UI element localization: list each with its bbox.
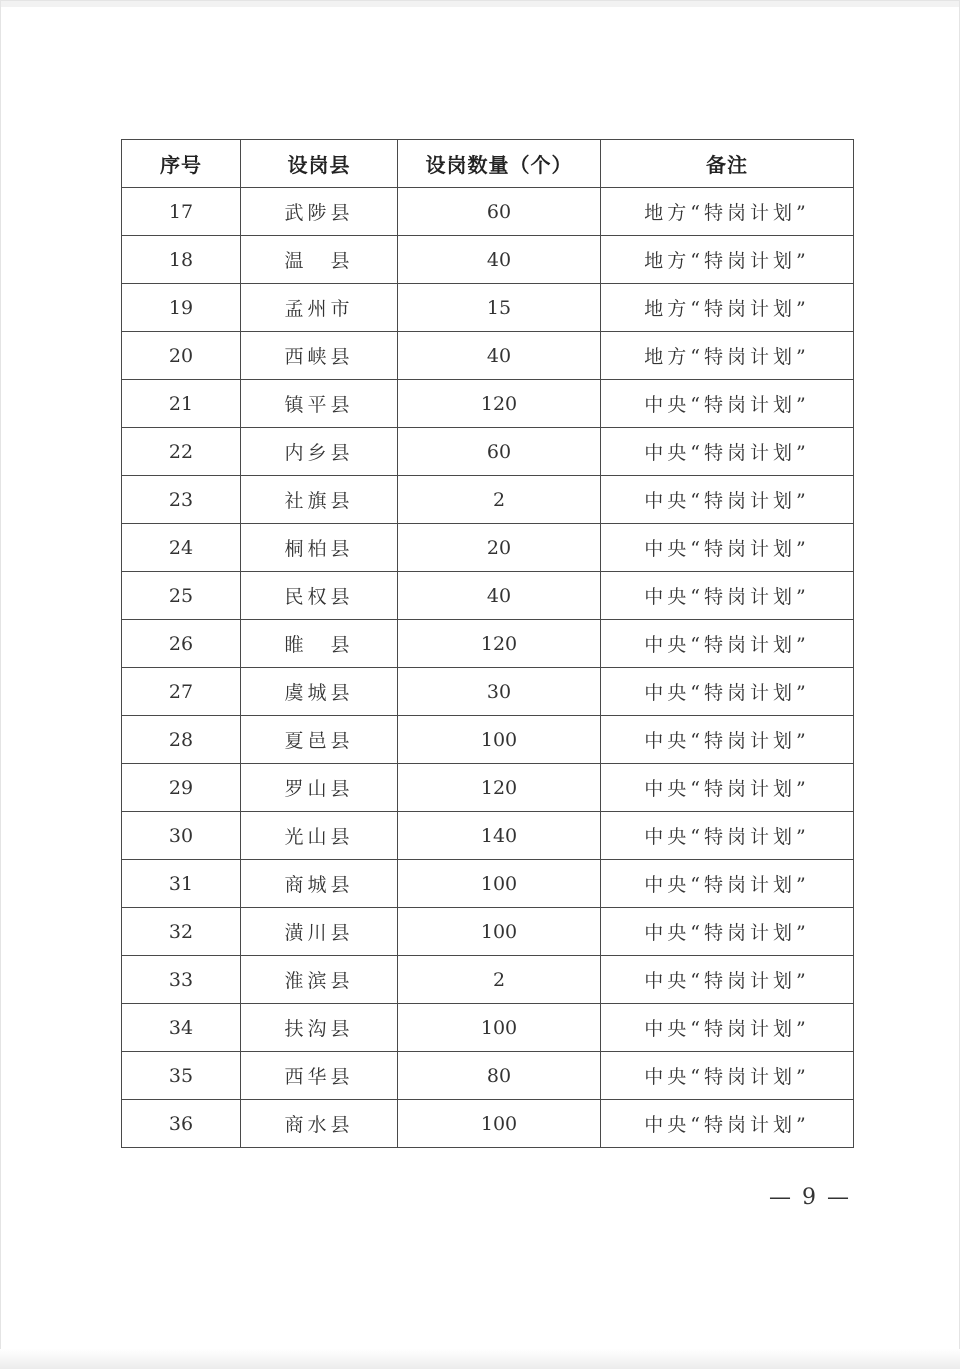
cell-post-count: 2	[398, 956, 601, 1004]
cell-index: 23	[122, 476, 241, 524]
cell-county: 温 县	[241, 236, 398, 284]
cell-index: 30	[122, 812, 241, 860]
cell-index: 29	[122, 764, 241, 812]
cell-post-count: 40	[398, 236, 601, 284]
cell-post-count: 100	[398, 1100, 601, 1148]
table-row	[122, 716, 854, 764]
cell-county: 武陟县	[241, 188, 398, 236]
cell-index: 36	[122, 1100, 241, 1148]
cell-note: 中央“特岗计划”	[601, 1052, 854, 1100]
cell-index: 26	[122, 620, 241, 668]
cell-post-count: 100	[398, 716, 601, 764]
cell-index: 24	[122, 524, 241, 572]
page-number: — 9 —	[769, 1185, 851, 1210]
table-row	[122, 1004, 854, 1052]
cell-note: 中央“特岗计划”	[601, 956, 854, 1004]
header-county: 设岗县	[241, 140, 398, 188]
cell-post-count: 120	[398, 764, 601, 812]
table-row	[122, 668, 854, 716]
table-body	[122, 188, 854, 1148]
cell-post-count: 120	[398, 620, 601, 668]
header-index: 序号	[122, 140, 241, 188]
header-post-count: 设岗数量（个）	[398, 140, 601, 188]
cell-note: 中央“特岗计划”	[601, 764, 854, 812]
cell-index: 21	[122, 380, 241, 428]
cell-county: 镇平县	[241, 380, 398, 428]
cell-note: 地方“特岗计划”	[601, 284, 854, 332]
cell-post-count: 80	[398, 1052, 601, 1100]
table-row	[122, 284, 854, 332]
cell-county: 淮滨县	[241, 956, 398, 1004]
table-row	[122, 332, 854, 380]
cell-note: 中央“特岗计划”	[601, 620, 854, 668]
cell-index: 17	[122, 188, 241, 236]
cell-post-count: 100	[398, 860, 601, 908]
cell-note: 地方“特岗计划”	[601, 236, 854, 284]
cell-county: 孟州市	[241, 284, 398, 332]
cell-index: 18	[122, 236, 241, 284]
cell-note: 地方“特岗计划”	[601, 188, 854, 236]
cell-county: 西华县	[241, 1052, 398, 1100]
table-row	[122, 620, 854, 668]
cell-post-count: 100	[398, 908, 601, 956]
cell-post-count: 120	[398, 380, 601, 428]
cell-note: 中央“特岗计划”	[601, 1004, 854, 1052]
table-row	[122, 524, 854, 572]
cell-note: 中央“特岗计划”	[601, 476, 854, 524]
cell-note: 中央“特岗计划”	[601, 428, 854, 476]
header-note: 备注	[601, 140, 854, 188]
cell-post-count: 2	[398, 476, 601, 524]
cell-post-count: 20	[398, 524, 601, 572]
cell-note: 中央“特岗计划”	[601, 1100, 854, 1148]
cell-note: 中央“特岗计划”	[601, 668, 854, 716]
table-row	[122, 860, 854, 908]
table-row	[122, 380, 854, 428]
page-bottom-edge	[0, 1349, 960, 1369]
cell-note: 中央“特岗计划”	[601, 380, 854, 428]
table-row	[122, 428, 854, 476]
table-header-row	[122, 140, 854, 188]
cell-post-count: 100	[398, 1004, 601, 1052]
cell-county: 桐柏县	[241, 524, 398, 572]
table-row	[122, 764, 854, 812]
cell-county: 潢川县	[241, 908, 398, 956]
cell-post-count: 60	[398, 428, 601, 476]
cell-index: 35	[122, 1052, 241, 1100]
cell-county: 光山县	[241, 812, 398, 860]
cell-post-count: 30	[398, 668, 601, 716]
table-row	[122, 476, 854, 524]
cell-index: 32	[122, 908, 241, 956]
cell-index: 20	[122, 332, 241, 380]
cell-note: 中央“特岗计划”	[601, 524, 854, 572]
cell-county: 商城县	[241, 860, 398, 908]
cell-note: 地方“特岗计划”	[601, 332, 854, 380]
cell-note: 中央“特岗计划”	[601, 572, 854, 620]
table-row	[122, 188, 854, 236]
cell-county: 商水县	[241, 1100, 398, 1148]
cell-post-count: 60	[398, 188, 601, 236]
cell-index: 31	[122, 860, 241, 908]
posts-table	[121, 139, 854, 1148]
cell-county: 睢 县	[241, 620, 398, 668]
table-row	[122, 956, 854, 1004]
cell-county: 西峡县	[241, 332, 398, 380]
table-row	[122, 236, 854, 284]
cell-index: 27	[122, 668, 241, 716]
cell-county: 罗山县	[241, 764, 398, 812]
cell-note: 中央“特岗计划”	[601, 716, 854, 764]
cell-county: 虞城县	[241, 668, 398, 716]
table-row	[122, 812, 854, 860]
table-row	[122, 1100, 854, 1148]
cell-note: 中央“特岗计划”	[601, 860, 854, 908]
cell-county: 内乡县	[241, 428, 398, 476]
cell-index: 19	[122, 284, 241, 332]
cell-index: 25	[122, 572, 241, 620]
cell-note: 中央“特岗计划”	[601, 908, 854, 956]
cell-note: 中央“特岗计划”	[601, 812, 854, 860]
cell-index: 33	[122, 956, 241, 1004]
cell-post-count: 40	[398, 332, 601, 380]
cell-county: 社旗县	[241, 476, 398, 524]
cell-index: 22	[122, 428, 241, 476]
cell-county: 夏邑县	[241, 716, 398, 764]
table-row	[122, 572, 854, 620]
cell-index: 34	[122, 1004, 241, 1052]
cell-index: 28	[122, 716, 241, 764]
table-row	[122, 908, 854, 956]
table-row	[122, 1052, 854, 1100]
cell-county: 扶沟县	[241, 1004, 398, 1052]
cell-post-count: 140	[398, 812, 601, 860]
cell-county: 民权县	[241, 572, 398, 620]
cell-post-count: 15	[398, 284, 601, 332]
cell-post-count: 40	[398, 572, 601, 620]
